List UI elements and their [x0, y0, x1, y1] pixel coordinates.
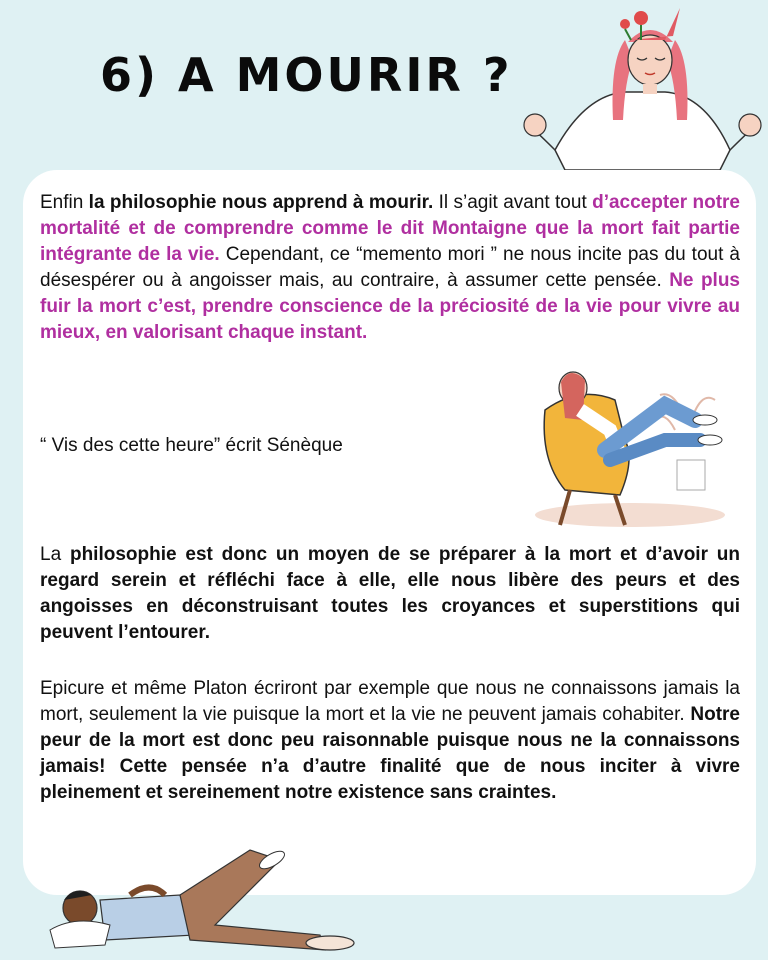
meditating-woman-illustration: [515, 0, 768, 170]
intro-paragraph: Enfin la philosophie nous apprend à mourir. Il s’agit avant tout d’accepter notre mortalité et de comprendre comme le dit Montaigne que la mort fait partie intégrante de la vie. Cependant, ce “memento mori ” ne nous incite pas du tout à désespérer ou à angoisser mais, au contraire, à assumer cette pensée. Ne plus fuir la mort c’est, prendre conscience de la préciosité de la vie pour vivre au mieux, en valorisant chaque instant.: [40, 192, 741, 343]
page-title: 6) A MOURIR ?: [100, 48, 513, 102]
woman-in-armchair-illustration: [525, 360, 735, 535]
seneque-quote: “ Vis des cette heure” écrit Sénèque: [40, 435, 343, 456]
philosophy-paragraph: La philosophie est donc un moyen de se préparer à la mort et d’avoir un regard serein et réfléchi face à elle, elle nous libère des peurs et des angoisses en déconstruisant toutes les croyances et superstitions qui peuvent l’entourer.: [40, 544, 741, 643]
man-lying-down-illustration: [30, 840, 370, 960]
epicure-paragraph: Epicure et même Platon écriront par exemple que nous ne connaissons jamais la mort, seulement la vie puisque la mort et la vie ne peuvent jamais cohabiter. Notre peur de la mort est donc peu raisonnable puisque nous ne la connaissons jamais! Cette pensée n’a d’autre finalité que de nous inciter à vivre pleinement et sereinement notre existence sans craintes.: [40, 678, 740, 803]
